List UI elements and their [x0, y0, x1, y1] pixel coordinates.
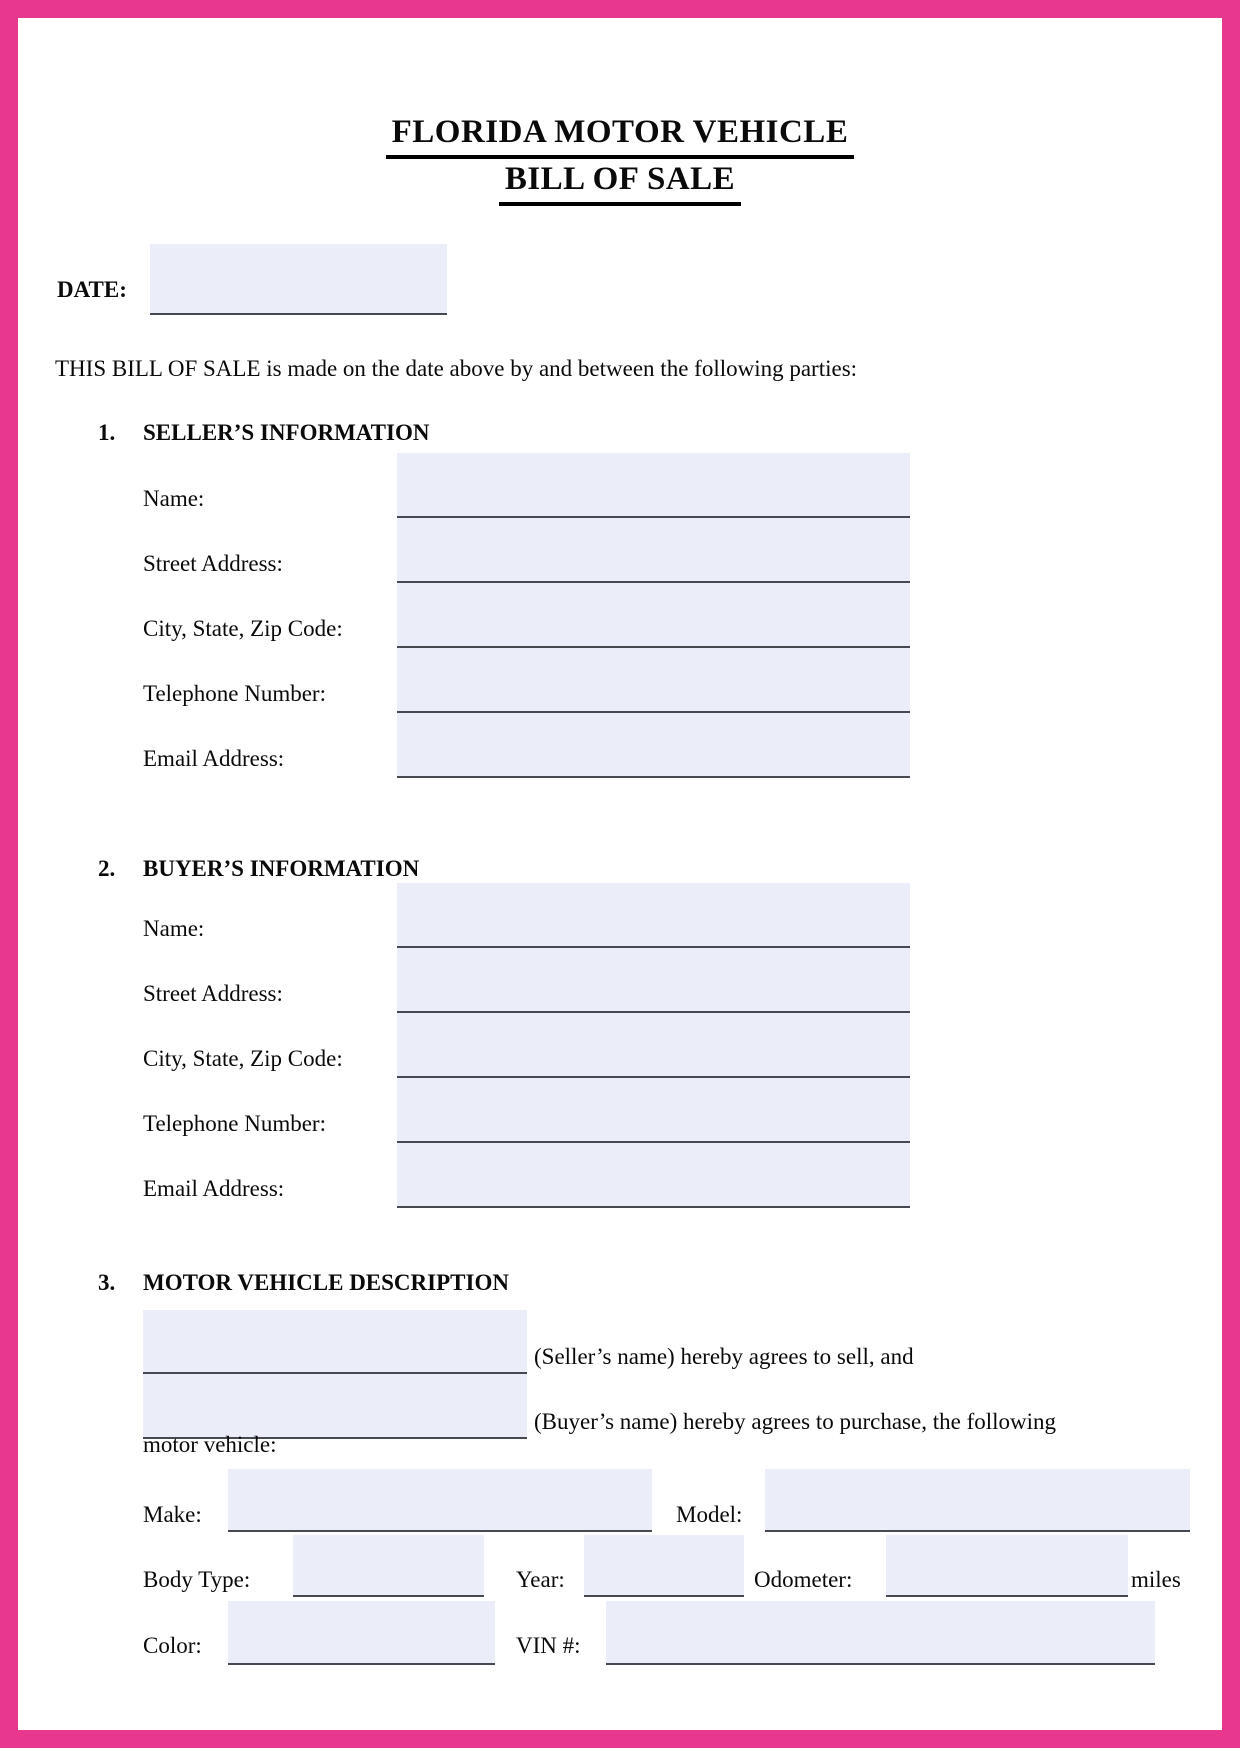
buyer-name-label: Name:: [143, 916, 205, 941]
body-type-input[interactable]: [293, 1535, 484, 1597]
agreement-seller-text: (Seller’s name) hereby agrees to sell, and: [534, 1344, 914, 1369]
agreement-buyer-name-input[interactable]: [143, 1374, 527, 1439]
model-input[interactable]: [765, 1469, 1190, 1532]
buyer-email-label: Email Address:: [143, 1176, 285, 1201]
buyer-city-state-zip-label: City, State, Zip Code:: [143, 1046, 343, 1071]
vehicle-section-heading: MOTOR VEHICLE DESCRIPTION: [143, 1270, 509, 1295]
seller-email-input[interactable]: [397, 713, 910, 778]
odometer-label: Odometer:: [754, 1567, 853, 1592]
seller-city-state-zip-input[interactable]: [397, 583, 910, 648]
make-input[interactable]: [228, 1469, 652, 1532]
buyer-section-heading: BUYER’S INFORMATION: [143, 856, 420, 881]
date-input[interactable]: [150, 244, 447, 315]
seller-name-input[interactable]: [397, 453, 910, 518]
agreement-wrap-text: motor vehicle:: [143, 1432, 277, 1457]
seller-email-label: Email Address:: [143, 746, 285, 771]
color-label: Color:: [143, 1633, 202, 1658]
document-title: [0, 112, 1240, 206]
buyer-phone-input[interactable]: [397, 1078, 910, 1143]
seller-city-state-zip-label: City, State, Zip Code:: [143, 616, 343, 641]
intro-paragraph: THIS BILL OF SALE is made on the date above by and between the following parties:: [55, 356, 858, 381]
seller-street-label: Street Address:: [143, 551, 283, 576]
vin-input[interactable]: [606, 1601, 1155, 1665]
seller-section-heading: SELLER’S INFORMATION: [143, 420, 430, 445]
title-line-1: FLORIDA MOTOR VEHICLE: [386, 112, 855, 159]
vehicle-section-number: 3.: [98, 1270, 116, 1295]
title-line-2: BILL OF SALE: [499, 159, 741, 206]
buyer-city-state-zip-input[interactable]: [397, 1013, 910, 1078]
odometer-input[interactable]: [886, 1535, 1128, 1597]
color-input[interactable]: [228, 1601, 495, 1665]
agreement-seller-name-input[interactable]: [143, 1310, 527, 1374]
year-label: Year:: [516, 1567, 565, 1592]
seller-name-label: Name:: [143, 486, 205, 511]
buyer-street-input[interactable]: [397, 948, 910, 1013]
seller-street-input[interactable]: [397, 518, 910, 583]
odometer-unit-label: miles: [1131, 1567, 1181, 1592]
vin-label: VIN #:: [516, 1633, 581, 1658]
seller-section-number: 1.: [98, 420, 116, 445]
buyer-email-input[interactable]: [397, 1143, 910, 1208]
buyer-name-input[interactable]: [397, 883, 910, 948]
year-input[interactable]: [584, 1535, 744, 1597]
body-type-label: Body Type:: [143, 1567, 251, 1592]
date-label: DATE:: [57, 277, 127, 302]
buyer-section-number: 2.: [98, 856, 116, 881]
buyer-phone-label: Telephone Number:: [143, 1111, 326, 1136]
model-label: Model:: [676, 1502, 743, 1527]
seller-phone-label: Telephone Number:: [143, 681, 326, 706]
make-label: Make:: [143, 1502, 202, 1527]
seller-phone-input[interactable]: [397, 648, 910, 713]
agreement-buyer-text: (Buyer’s name) hereby agrees to purchase, the following: [534, 1409, 1057, 1434]
buyer-street-label: Street Address:: [143, 981, 283, 1006]
